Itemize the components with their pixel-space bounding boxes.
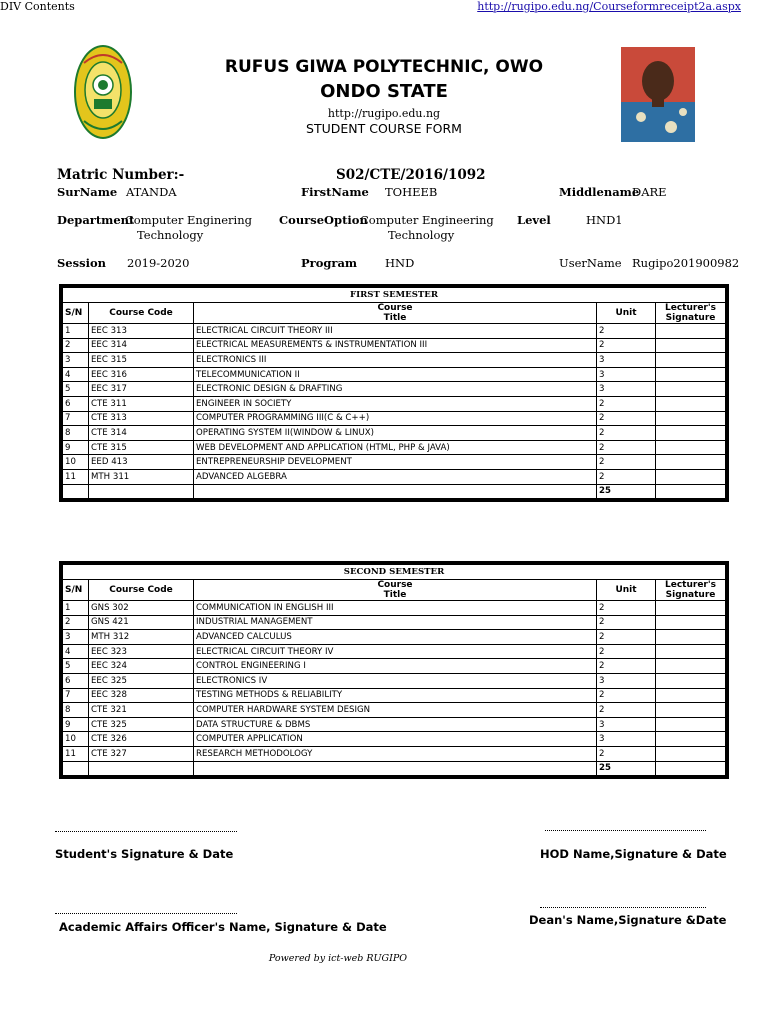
hod-signature-label: HOD Name,Signature & Date (540, 847, 727, 861)
row-sn: 3 (63, 630, 89, 645)
institution-name: RUFUS GIWA POLYTECHNIC, OWO (224, 57, 544, 77)
row-unit: 3 (597, 382, 656, 397)
col-unit: Unit (597, 303, 656, 324)
row-course-title: ELECTRICAL MEASUREMENTS & INSTRUMENTATION III (194, 338, 597, 353)
table-row (63, 688, 726, 703)
institution-website: http://rugipo.edu.ng (327, 107, 441, 120)
row-unit: 2 (597, 440, 656, 455)
row-sn: 1 (63, 324, 89, 339)
row-course-code: GNS 302 (89, 601, 194, 616)
row-course-title: COMPUTER APPLICATION (194, 732, 597, 747)
form-title: STUDENT COURSE FORM (306, 121, 462, 136)
table-row (63, 367, 726, 382)
row-sn: 10 (63, 732, 89, 747)
level-value: HND1 (586, 213, 623, 227)
total-row-cell (63, 761, 89, 776)
row-course-code: CTE 325 (89, 717, 194, 732)
academic-signature-label: Academic Affairs Officer's Name, Signature & Date (59, 920, 387, 934)
row-course-title: ELECTRONIC DESIGN & DRAFTING (194, 382, 597, 397)
row-sn: 1 (63, 601, 89, 616)
row-sn: 5 (63, 382, 89, 397)
row-course-title: WEB DEVELOPMENT AND APPLICATION (HTML, PHP & JAVA) (194, 440, 597, 455)
row-course-title: ELECTRICAL CIRCUIT THEORY IV (194, 644, 597, 659)
row-course-title: COMPUTER HARDWARE SYSTEM DESIGN (194, 703, 597, 718)
col-course-title: Course Title (194, 580, 597, 601)
table-row (63, 353, 726, 368)
row-sn: 4 (63, 367, 89, 382)
row-lecturer-signature (656, 455, 726, 470)
row-unit: 3 (597, 367, 656, 382)
dean-signature-label: Dean's Name,Signature &Date (529, 913, 727, 927)
student-signature-line (55, 831, 237, 832)
col-lecturer-signature: Lecturer's Signature (656, 303, 726, 324)
row-lecturer-signature (656, 630, 726, 645)
row-sn: 8 (63, 703, 89, 718)
row-sn: 2 (63, 338, 89, 353)
row-lecturer-signature (656, 659, 726, 674)
table-row (63, 630, 726, 645)
program-label: Program (301, 256, 358, 270)
col-sn: S/N (63, 580, 89, 601)
row-unit: 2 (597, 396, 656, 411)
row-course-code: CTE 311 (89, 396, 194, 411)
row-course-code: CTE 313 (89, 411, 194, 426)
row-unit: 2 (597, 659, 656, 674)
table-row (63, 382, 726, 397)
row-course-title: DATA STRUCTURE & DBMS (194, 717, 597, 732)
table-row (63, 469, 726, 484)
row-course-title: ELECTRONICS III (194, 353, 597, 368)
row-unit: 2 (597, 324, 656, 339)
row-sn: 8 (63, 426, 89, 441)
surname-value: ATANDA (126, 185, 177, 199)
row-sn: 3 (63, 353, 89, 368)
department-value: Computer Enginering (125, 213, 252, 227)
table-row (63, 746, 726, 761)
row-course-title: COMMUNICATION IN ENGLISH III (194, 601, 597, 616)
col-course-code: Course Code (89, 580, 194, 601)
row-course-code: EEC 317 (89, 382, 194, 397)
row-course-title: OPERATING SYSTEM II(WINDOW & LINUX) (194, 426, 597, 441)
institution-state: ONDO STATE (320, 81, 448, 102)
table-row (63, 411, 726, 426)
courseoption-value: Computer Engineering (360, 213, 494, 227)
row-lecturer-signature (656, 703, 726, 718)
courseoption-label: CourseOption (279, 213, 368, 227)
total-row (63, 761, 726, 776)
row-sn: 9 (63, 717, 89, 732)
col-course-title: Course Title (194, 303, 597, 324)
row-course-title: COMPUTER PROGRAMMING III(C & C++) (194, 411, 597, 426)
program-value: HND (385, 256, 415, 270)
dean-signature-line (540, 907, 706, 908)
first-semester-table (59, 284, 729, 502)
row-unit: 3 (597, 732, 656, 747)
table-row (63, 338, 726, 353)
row-course-code: EEC 314 (89, 338, 194, 353)
row-lecturer-signature (656, 353, 726, 368)
row-course-code: EEC 328 (89, 688, 194, 703)
row-unit: 2 (597, 338, 656, 353)
firstname-value: TOHEEB (385, 185, 438, 199)
row-course-title: ENTREPRENEURSHIP DEVELOPMENT (194, 455, 597, 470)
row-lecturer-signature (656, 338, 726, 353)
total-row (63, 484, 726, 499)
row-lecturer-signature (656, 746, 726, 761)
row-lecturer-signature (656, 644, 726, 659)
row-course-title: ADVANCED CALCULUS (194, 630, 597, 645)
row-lecturer-signature (656, 732, 726, 747)
row-lecturer-signature (656, 426, 726, 441)
row-unit: 2 (597, 615, 656, 630)
row-course-title: INDUSTRIAL MANAGEMENT (194, 615, 597, 630)
row-course-title: RESEARCH METHODOLOGY (194, 746, 597, 761)
surname-label: SurName (57, 185, 118, 199)
table-row (63, 396, 726, 411)
total-row-cell (656, 484, 726, 499)
row-sn: 6 (63, 673, 89, 688)
row-unit: 3 (597, 353, 656, 368)
row-course-title: CONTROL ENGINEERING I (194, 659, 597, 674)
username-value: Rugipo201900982 (632, 256, 740, 270)
row-course-code: EEC 324 (89, 659, 194, 674)
col-unit: Unit (597, 580, 656, 601)
row-sn: 5 (63, 659, 89, 674)
row-unit: 2 (597, 688, 656, 703)
row-sn: 7 (63, 411, 89, 426)
row-course-code: EEC 313 (89, 324, 194, 339)
row-course-code: CTE 315 (89, 440, 194, 455)
row-course-code: CTE 327 (89, 746, 194, 761)
courseoption-value-line2: Technology (388, 228, 455, 242)
table-row (63, 732, 726, 747)
row-unit: 3 (597, 673, 656, 688)
row-lecturer-signature (656, 411, 726, 426)
row-course-title: TELECOMMUNICATION II (194, 367, 597, 382)
row-sn: 11 (63, 469, 89, 484)
row-unit: 2 (597, 703, 656, 718)
table-row (63, 426, 726, 441)
table-row (63, 324, 726, 339)
row-course-code: CTE 314 (89, 426, 194, 441)
row-unit: 2 (597, 644, 656, 659)
row-course-title: ELECTRONICS IV (194, 673, 597, 688)
second-semester-table (59, 561, 729, 779)
row-sn: 9 (63, 440, 89, 455)
row-sn: 11 (63, 746, 89, 761)
print-header-url[interactable]: http://rugipo.edu.ng/Courseformreceipt2a.aspx (477, 0, 741, 13)
row-course-code: EEC 325 (89, 673, 194, 688)
row-lecturer-signature (656, 396, 726, 411)
session-label: Session (57, 256, 106, 270)
table-row (63, 601, 726, 616)
row-unit: 2 (597, 746, 656, 761)
row-lecturer-signature (656, 469, 726, 484)
row-course-code: CTE 321 (89, 703, 194, 718)
row-course-code: GNS 421 (89, 615, 194, 630)
firstname-label: FirstName (301, 185, 369, 199)
department-label: Department (57, 213, 135, 227)
row-sn: 2 (63, 615, 89, 630)
row-unit: 3 (597, 717, 656, 732)
row-sn: 10 (63, 455, 89, 470)
print-header-title: DIV Contents (0, 0, 75, 13)
total-row-cell (63, 484, 89, 499)
session-value: 2019-2020 (127, 256, 190, 270)
row-course-code: EEC 315 (89, 353, 194, 368)
row-lecturer-signature (656, 717, 726, 732)
col-lecturer-signature: Lecturer's Signature (656, 580, 726, 601)
row-course-code: EED 413 (89, 455, 194, 470)
col-course-code: Course Code (89, 303, 194, 324)
table-row (63, 615, 726, 630)
total-row-cell (89, 761, 194, 776)
row-unit: 2 (597, 411, 656, 426)
row-course-title: ADVANCED ALGEBRA (194, 469, 597, 484)
first-semester-title: FIRST SEMESTER (63, 288, 726, 303)
table-row (63, 659, 726, 674)
row-sn: 7 (63, 688, 89, 703)
middlename-value: DARE (632, 185, 667, 199)
row-unit: 2 (597, 455, 656, 470)
total-row-cell (89, 484, 194, 499)
hod-signature-line (545, 830, 706, 831)
row-unit: 2 (597, 630, 656, 645)
middlename-label: Middlename (559, 185, 640, 199)
row-course-title: ELECTRICAL CIRCUIT THEORY III (194, 324, 597, 339)
table-row (63, 440, 726, 455)
row-unit: 2 (597, 426, 656, 441)
row-course-code: CTE 326 (89, 732, 194, 747)
row-course-title: ENGINEER IN SOCIETY (194, 396, 597, 411)
student-signature-label: Student's Signature & Date (55, 847, 234, 861)
row-sn: 4 (63, 644, 89, 659)
total-row-cell (194, 484, 597, 499)
total-units: 25 (597, 761, 656, 776)
row-lecturer-signature (656, 382, 726, 397)
row-unit: 2 (597, 601, 656, 616)
table-row (63, 717, 726, 732)
row-unit: 2 (597, 469, 656, 484)
row-lecturer-signature (656, 367, 726, 382)
matric-number: S02/CTE/2016/1092 (336, 167, 486, 183)
total-row-cell (656, 761, 726, 776)
department-value-line2: Technology (137, 228, 204, 242)
table-row (63, 703, 726, 718)
table-row (63, 673, 726, 688)
academic-signature-line (55, 913, 237, 914)
row-course-code: EEC 316 (89, 367, 194, 382)
row-course-code: MTH 311 (89, 469, 194, 484)
row-lecturer-signature (656, 673, 726, 688)
row-lecturer-signature (656, 324, 726, 339)
row-course-code: MTH 312 (89, 630, 194, 645)
col-sn: S/N (63, 303, 89, 324)
row-lecturer-signature (656, 688, 726, 703)
matric-label: Matric Number:- (57, 167, 185, 183)
username-label: UserName (559, 256, 622, 270)
table-row (63, 644, 726, 659)
row-lecturer-signature (656, 440, 726, 455)
second-semester-title: SECOND SEMESTER (63, 565, 726, 580)
total-units: 25 (597, 484, 656, 499)
row-course-title: TESTING METHODS & RELIABILITY (194, 688, 597, 703)
row-lecturer-signature (656, 601, 726, 616)
table-row (63, 455, 726, 470)
row-sn: 6 (63, 396, 89, 411)
total-row-cell (194, 761, 597, 776)
row-lecturer-signature (656, 615, 726, 630)
row-course-code: EEC 323 (89, 644, 194, 659)
level-label: Level (517, 213, 551, 227)
footer-powered-by: Powered by ict-web RUGIPO (268, 953, 408, 964)
